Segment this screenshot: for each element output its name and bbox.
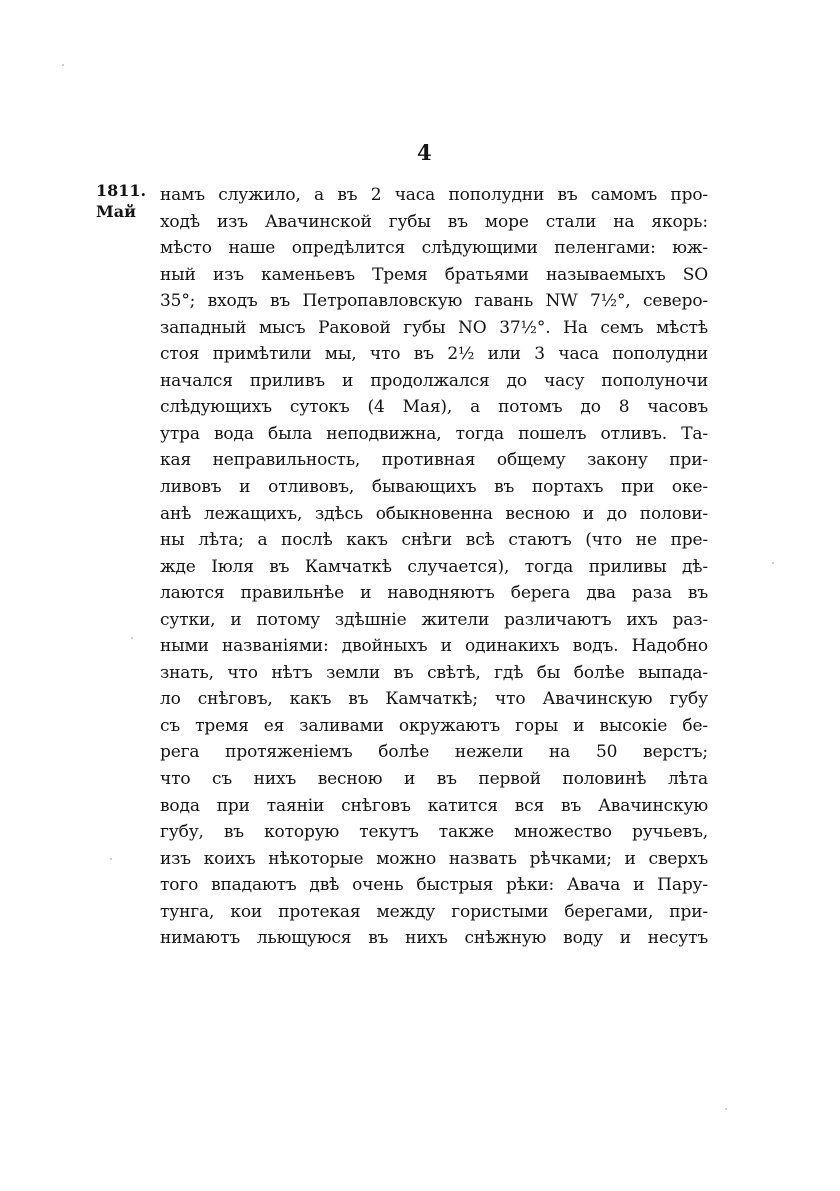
text-line: намъ служило, а въ 2 часа пополудни въ самомъ про-: [160, 185, 708, 205]
text-line: сутки, и потому здѣшніе жители различаютъ ихъ раз-: [160, 609, 708, 630]
text-line: ный изъ каменьевъ Тремя братьями называемыхъ SO: [160, 264, 708, 285]
text-line: нимаютъ льющуюся въ нихъ снѣжную воду и несутъ: [160, 928, 708, 949]
text-line: ливовъ и отливовъ, бывающихъ въ портахъ при оке-: [160, 477, 708, 498]
text-line: ходѣ изъ Авачинской губы въ море стали на якорь:: [160, 211, 708, 232]
text-line: жде Іюля въ Камчаткѣ случается), тогда приливы дѣ-: [160, 556, 708, 577]
text-line: ными названіями: двойныхъ и одинакихъ водъ. Надобно: [160, 636, 708, 657]
text-line: знать, что нѣтъ земли въ свѣтѣ, гдѣ бы болѣе выпада-: [160, 662, 708, 683]
text-line: ны лѣта; а послѣ какъ снѣги всѣ стаютъ (что не пре-: [160, 530, 708, 551]
text-line: рега протяженіемъ болѣе нежели на 50 верстъ;: [160, 742, 708, 763]
margin-date-note: [96, 180, 156, 222]
text-line: утра вода была неподвижна, тогда пошелъ отливъ. Та-: [160, 423, 708, 444]
text-line: тунга, кои протекая между гористыми берегами, при-: [160, 901, 708, 922]
text-line: слѣдующихъ сутокъ (4 Мая), а потомъ до 8 часовъ: [160, 397, 708, 418]
scan-speck: [131, 637, 133, 639]
text-line: изъ коихъ нѣкоторые можно назвать рѣчками; и сверхъ: [160, 848, 708, 869]
text-line: того впадаютъ двѣ очень быстрыя рѣки: Авача и Пару-: [160, 875, 708, 896]
scan-speck: [725, 1108, 727, 1110]
body-text: [160, 182, 708, 952]
text-line: мѣсто наше опредѣлится слѣдующими пеленгами: юж-: [160, 238, 708, 259]
text-line: лаются правильнѣе и наводняютъ берега два раза въ: [160, 583, 708, 604]
text-line: начался приливъ и продолжался до часу пополуночи: [160, 370, 708, 391]
text-line: кая неправильность, противная общему закону при-: [160, 450, 708, 471]
page-number: 4: [417, 140, 432, 165]
text-line: вода при таяніи снѣговъ катится вся въ Авачинскую: [160, 795, 708, 816]
text-line: губу, въ которую текутъ также множество ручьевъ,: [160, 822, 708, 843]
scan-speck: [62, 64, 64, 66]
text-line: 35°; входъ въ Петропавловскую гавань NW 7½°, северо-: [160, 291, 708, 312]
scan-speck: [110, 858, 112, 860]
margin-year: 1811.: [96, 181, 147, 200]
scan-speck: [772, 562, 774, 564]
margin-month: Май: [96, 202, 136, 221]
text-line: съ тремя ея заливами окружаютъ горы и высокіе бе-: [160, 715, 708, 736]
text-line: западный мысъ Раковой губы NO 37½°. На семъ мѣстѣ: [160, 317, 708, 338]
text-line: что съ нихъ весною и въ первой половинѣ лѣта: [160, 769, 708, 790]
text-line: ло снѣговъ, какъ въ Камчаткѣ; что Авачинскую губу: [160, 689, 708, 710]
text-line: стоя примѣтили мы, что въ 2½ или 3 часа пополудни: [160, 344, 708, 365]
text-line: анѣ лежащихъ, здѣсь обыкновенна весною и до полови-: [160, 503, 708, 524]
